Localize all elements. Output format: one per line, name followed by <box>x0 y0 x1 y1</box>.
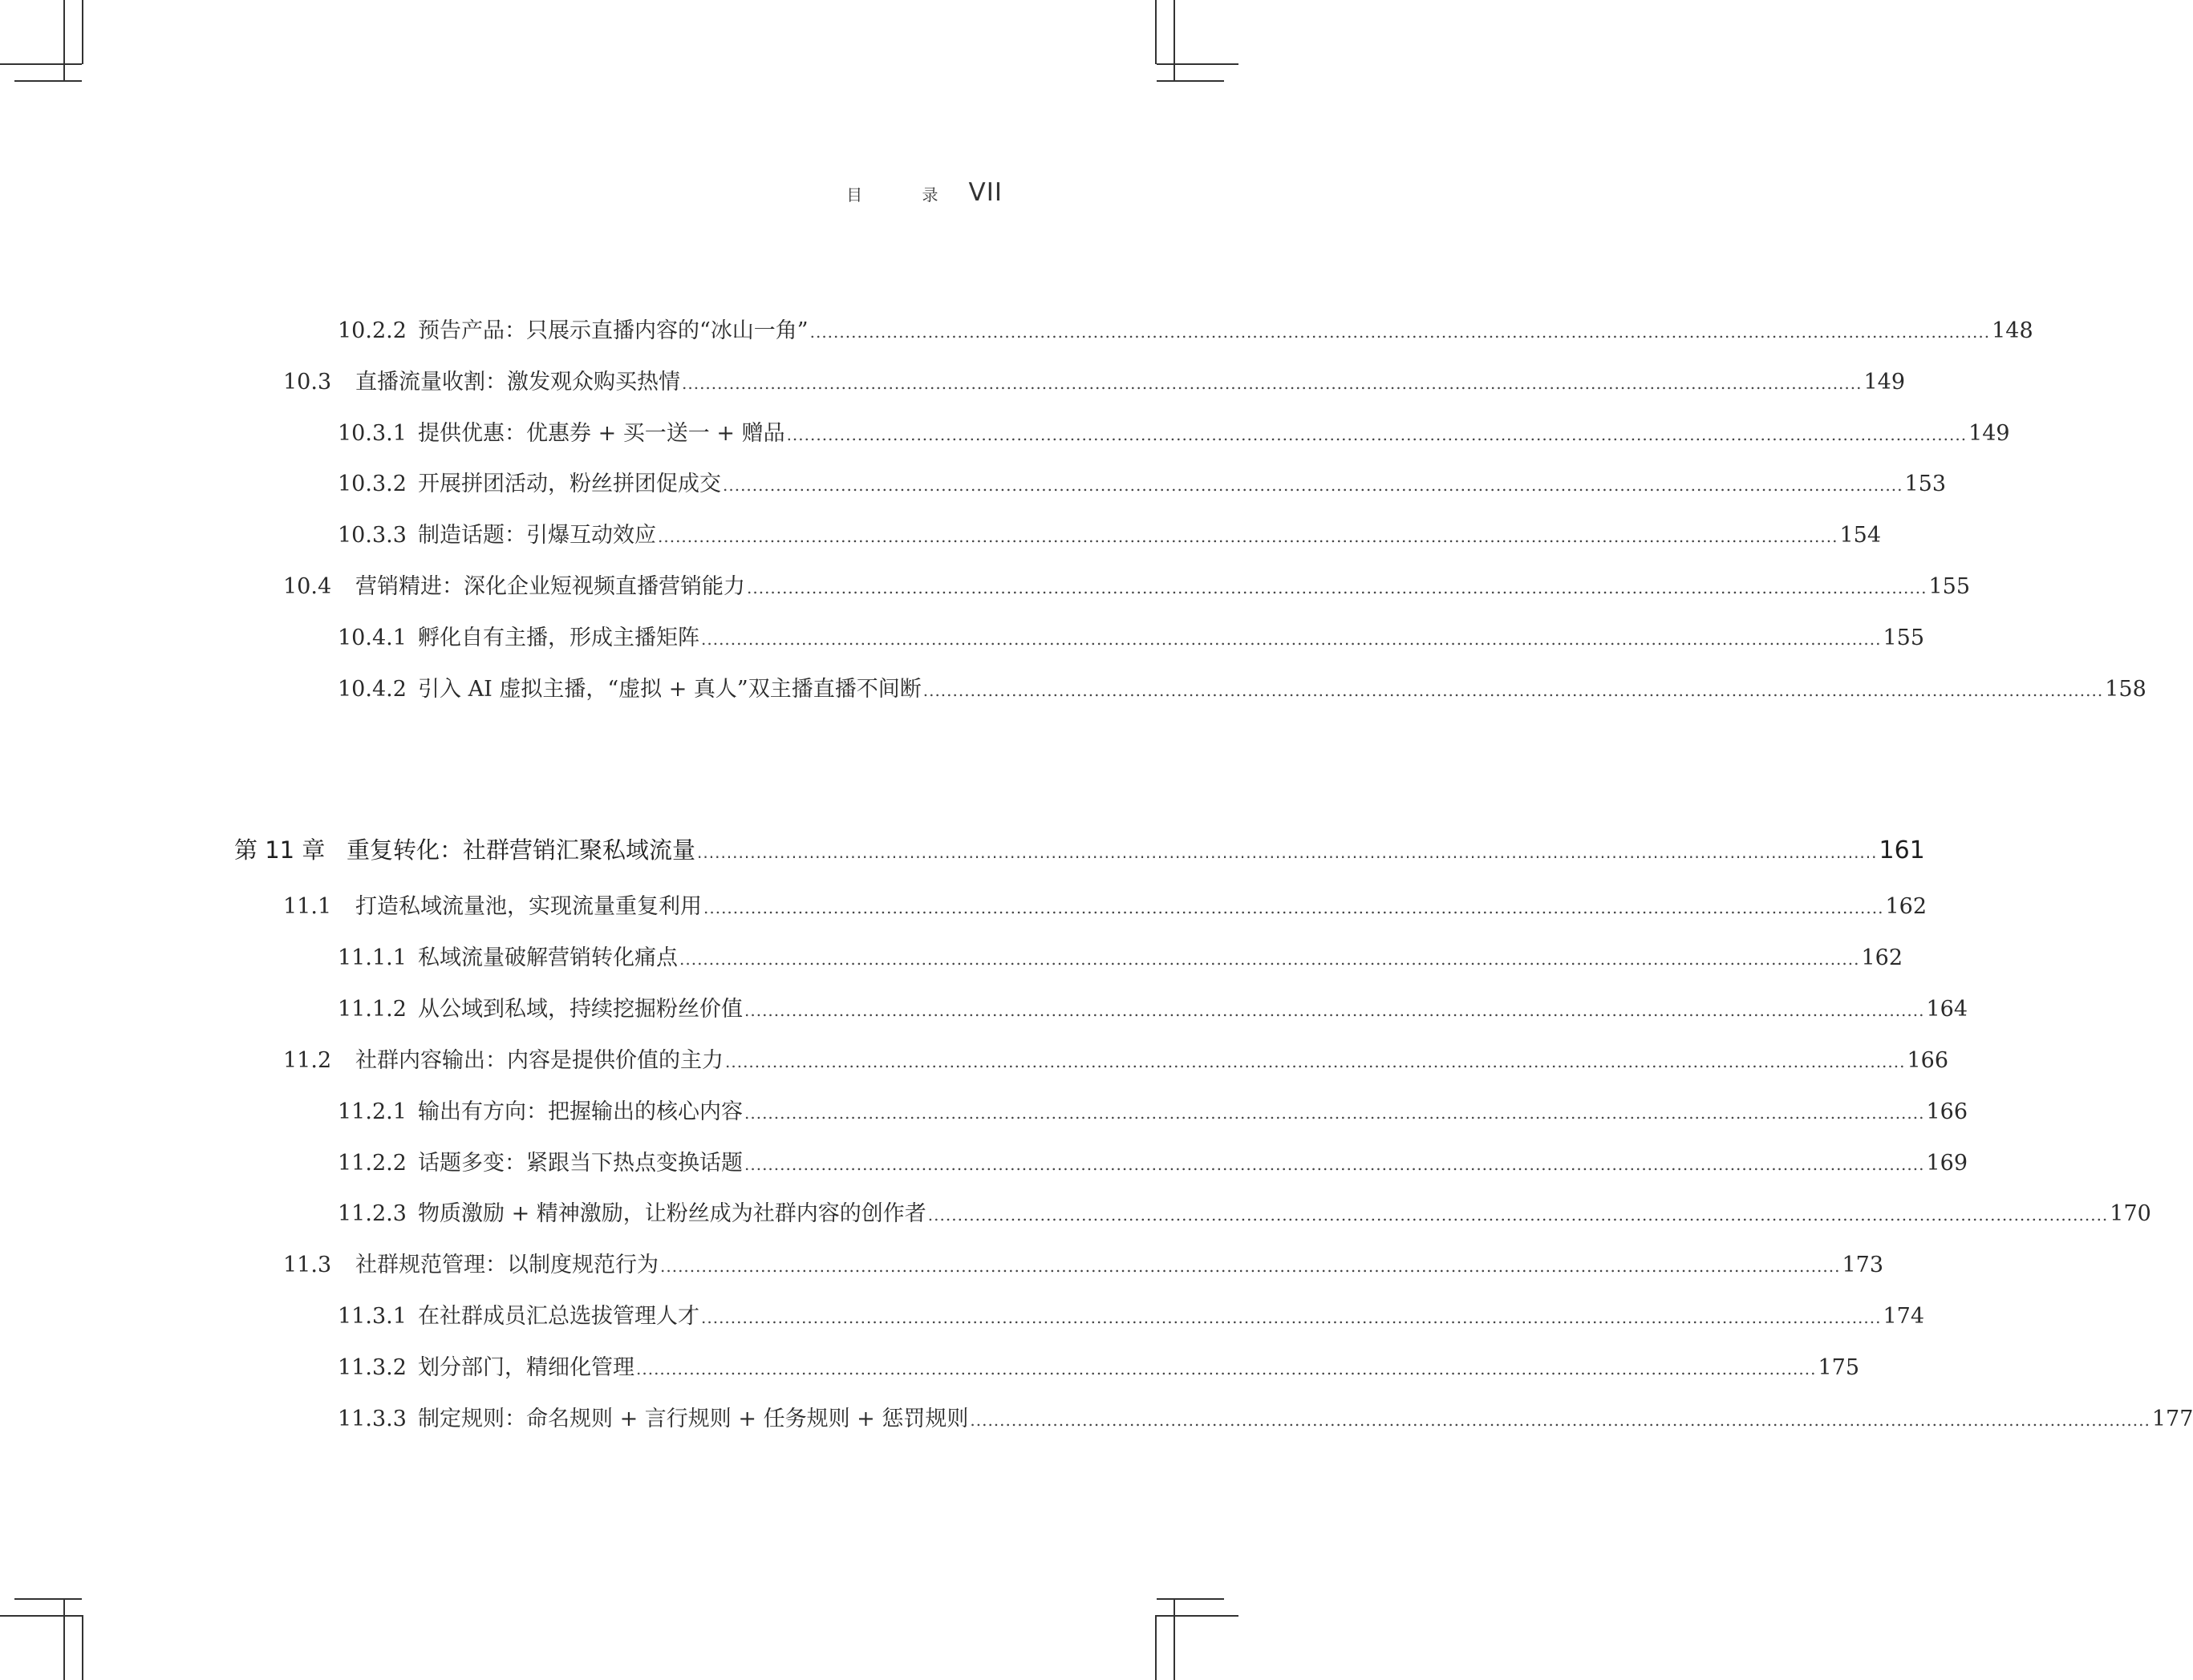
toc-leader: ........................................................................................................................................................................................................ <box>701 1308 1882 1327</box>
crop-mark-bottom-right-h2 <box>1157 1598 1224 1600</box>
toc-page: 175 <box>1818 1355 1860 1380</box>
toc-page: 161 <box>1879 836 1925 864</box>
crop-mark-bottom-right-v <box>1174 1598 1175 1680</box>
toc-number: 11.2.1 <box>338 1099 407 1124</box>
toc-leader: ........................................................................................................................................................................................................ <box>636 1359 1817 1378</box>
toc-entry-10-3-2[interactable] <box>338 468 1947 500</box>
toc-entry-10-4-2[interactable] <box>338 674 2146 706</box>
toc-leader: ........................................................................................................................................................................................................ <box>697 843 1878 862</box>
toc-number: 11.3 <box>283 1253 332 1277</box>
toc-entry-10-4[interactable] <box>283 571 1971 603</box>
toc-page: 174 <box>1883 1304 1925 1329</box>
toc-chapter-number: 第 11 章 <box>234 836 326 864</box>
crop-mark-top-left-h <box>0 63 82 65</box>
toc-title: 制定规则：命名规则 + 言行规则 + 任务规则 + 惩罚规则 <box>418 1407 969 1431</box>
toc-entry-10-4-1[interactable] <box>338 622 1925 654</box>
toc-title: 划分部门，精细化管理 <box>418 1355 634 1380</box>
toc-title: 私域流量破解营销转化痛点 <box>418 945 678 970</box>
toc-title: 输出有方向：把握输出的核心内容 <box>418 1099 743 1124</box>
toc-entry-11-3[interactable] <box>283 1249 1884 1281</box>
toc-number: 11.1.1 <box>338 945 407 970</box>
toc-leader: ........................................................................................................................................................................................................ <box>744 1103 1925 1123</box>
toc-entry-11-1-2[interactable] <box>338 994 1968 1026</box>
crop-mark-top-left-v <box>63 0 65 82</box>
toc-number: 10.3 <box>283 370 332 395</box>
toc-leader: ........................................................................................................................................................................................................ <box>723 476 1903 495</box>
toc-page: 155 <box>1928 574 1971 599</box>
crop-mark-top-right-h <box>1157 63 1238 65</box>
toc-title: 从公域到私域，持续挖掘粉丝价值 <box>418 997 743 1022</box>
toc-number: 10.3.3 <box>338 523 407 548</box>
toc-number: 10.2.2 <box>338 318 407 343</box>
toc-leader: ........................................................................................................................................................................................................ <box>922 681 2104 700</box>
crop-mark-bottom-left-v <box>63 1598 65 1680</box>
toc-page: 155 <box>1883 625 1925 650</box>
toc-leader: ........................................................................................................................................................................................................ <box>703 898 1884 917</box>
toc-number: 10.4.2 <box>338 677 407 702</box>
toc-entry-10-3-1[interactable] <box>338 418 2010 450</box>
toc-entry-10-3-3[interactable] <box>338 520 1882 552</box>
toc-leader: ........................................................................................................................................................................................................ <box>786 425 1968 444</box>
toc-number: 11.1.2 <box>338 997 407 1022</box>
toc-entry-10-2-2[interactable] <box>338 315 2033 347</box>
toc-page: 177 <box>2151 1407 2193 1431</box>
toc-number: 10.3.1 <box>338 421 407 446</box>
toc-number: 11.2.3 <box>338 1201 407 1226</box>
toc-page: 154 <box>1839 523 1882 548</box>
toc-leader: ........................................................................................................................................................................................................ <box>970 1411 2150 1430</box>
toc-title: 话题多变：紧跟当下热点变换话题 <box>418 1151 743 1176</box>
toc-title: 引入 AI 虚拟主播，“虚拟 + 真人”双主播直播不间断 <box>418 677 922 702</box>
toc-entry-11-2-3[interactable] <box>338 1198 2151 1230</box>
toc-leader: ........................................................................................................................................................................................................ <box>809 322 1991 342</box>
header-page-number: VII <box>968 178 1003 207</box>
toc-title: 直播流量收割：激发观众购买热情 <box>355 370 680 395</box>
crop-mark-bottom-left-h2 <box>14 1598 82 1600</box>
toc-number: 11.2.2 <box>338 1151 407 1176</box>
toc-page: 164 <box>1926 997 1968 1022</box>
crop-mark-top-left-v2 <box>82 0 83 64</box>
toc-entry-11-2-1[interactable] <box>338 1096 1968 1128</box>
toc-title: 打造私域流量池，实现流量重复利用 <box>355 894 702 919</box>
toc-number: 11.3.2 <box>338 1355 407 1380</box>
toc-page: 166 <box>1926 1099 1968 1124</box>
toc-title: 营销精进：深化企业短视频直播营销能力 <box>355 574 745 599</box>
toc-number: 10.4 <box>283 574 332 599</box>
toc-title: 提供优惠：优惠券 + 买一送一 + 赠品 <box>418 421 785 446</box>
toc-entry-11-1[interactable] <box>283 891 1927 923</box>
toc-title: 在社群成员汇总选拔管理人才 <box>418 1304 699 1329</box>
toc-entry-chapter-11[interactable] <box>234 834 1925 866</box>
toc-leader: ........................................................................................................................................................................................................ <box>679 949 1860 969</box>
toc-page: 153 <box>1904 472 1947 496</box>
toc-page: 166 <box>1907 1048 1949 1073</box>
toc-page: 170 <box>2110 1201 2151 1226</box>
header-label: 目 录 <box>846 185 966 204</box>
toc-page: 173 <box>1842 1253 1884 1277</box>
toc-page: 169 <box>1926 1151 1968 1176</box>
toc-title: 孵化自有主播，形成主播矩阵 <box>418 625 699 650</box>
toc-leader: ........................................................................................................................................................................................................ <box>744 1001 1925 1020</box>
toc-page: 149 <box>1863 370 1906 395</box>
crop-mark-top-right-h2 <box>1157 80 1224 82</box>
toc-page: 162 <box>1861 945 1903 970</box>
toc-number: 11.2 <box>283 1048 332 1073</box>
toc-number: 10.4.1 <box>338 625 407 650</box>
running-header <box>846 178 1003 207</box>
toc-entry-11-2-2[interactable] <box>338 1148 1968 1180</box>
toc-entry-11-2[interactable] <box>283 1045 1949 1077</box>
toc-entry-11-3-3[interactable] <box>338 1403 2193 1435</box>
crop-mark-bottom-left-h <box>0 1615 82 1617</box>
crop-mark-top-left-h2 <box>14 80 82 82</box>
toc-leader: ........................................................................................................................................................................................................ <box>701 629 1882 649</box>
toc-leader: ........................................................................................................................................................................................................ <box>658 527 1838 546</box>
toc-page: 148 <box>1992 318 2033 343</box>
toc-leader: ........................................................................................................................................................................................................ <box>725 1052 1906 1071</box>
crop-mark-bottom-right-h <box>1157 1615 1238 1617</box>
toc-page: 149 <box>1968 421 2010 446</box>
toc-number: 11.3.1 <box>338 1304 407 1329</box>
crop-mark-top-right-v2 <box>1155 0 1157 64</box>
crop-mark-top-right-v <box>1174 0 1175 82</box>
toc-page: 158 <box>2105 677 2146 702</box>
toc-page: 162 <box>1885 894 1927 919</box>
toc-title: 社群规范管理：以制度规范行为 <box>355 1253 659 1277</box>
toc-title: 预告产品：只展示直播内容的“冰山一角” <box>418 318 809 343</box>
toc-leader: ........................................................................................................................................................................................................ <box>747 578 1927 597</box>
toc-title: 制造话题：引爆互动效应 <box>418 523 656 548</box>
toc-leader: ........................................................................................................................................................................................................ <box>682 374 1863 393</box>
toc-leader: ........................................................................................................................................................................................................ <box>927 1205 2109 1225</box>
toc-number: 11.1 <box>283 894 332 919</box>
toc-entry-11-3-2[interactable] <box>338 1352 1860 1384</box>
toc-title: 物质激励 + 精神激励，让粉丝成为社群内容的创作者 <box>418 1201 926 1226</box>
toc-number: 11.3.3 <box>338 1407 407 1431</box>
toc-entry-11-1-1[interactable] <box>338 942 1903 974</box>
toc-leader: ........................................................................................................................................................................................................ <box>660 1257 1841 1276</box>
toc-title: 社群内容输出：内容是提供价值的主力 <box>355 1048 724 1073</box>
toc-entry-10-3[interactable] <box>283 366 1906 399</box>
toc-title: 开展拼团活动，粉丝拼团促成交 <box>418 472 721 496</box>
toc-chapter-title: 重复转化：社群营销汇聚私域流量 <box>347 836 696 864</box>
toc-leader: ........................................................................................................................................................................................................ <box>744 1155 1925 1174</box>
toc-entry-11-3-1[interactable] <box>338 1301 1925 1333</box>
crop-mark-bottom-right-v2 <box>1155 1615 1157 1680</box>
toc-number: 10.3.2 <box>338 472 407 496</box>
crop-mark-bottom-left-v2 <box>82 1615 83 1680</box>
